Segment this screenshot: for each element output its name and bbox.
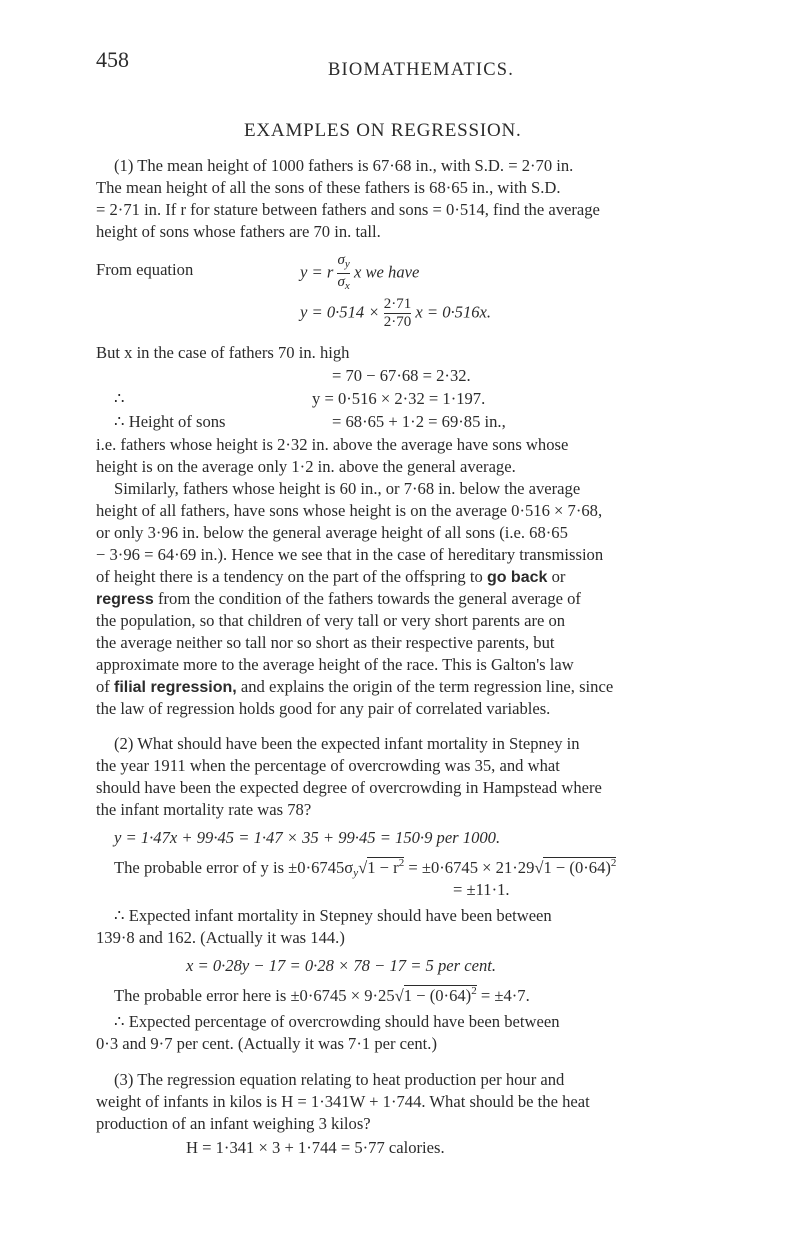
para-line-10: of filial regression, and explains the origin of the term regression line, since	[96, 677, 614, 696]
calc-line-2: y = 0·516 × 2·32 = 1·197.	[312, 389, 486, 408]
ex2-line-3: should have been the expected degree of overcrowding in Hampstead where	[96, 778, 602, 797]
substituted-equation: y = 0·514 × $\frac{2\cdot 71}{2\cdot 70}$ x = 0·516x.	[300, 296, 492, 330]
ex2-line-4: the infant mortality rate was 78?	[96, 800, 312, 819]
ex2-line-2: the year 1911 when the percentage of overcrowding was 35, and what	[96, 756, 560, 775]
ex1-line-1: (1) The mean height of 1000 fathers is 67·68 in., with S.D. = 2·70 in.	[114, 156, 574, 175]
ex1-line-3: = 2·71 in. If r for stature between fathers and sons = 0·514, find the average	[96, 200, 600, 219]
running-head: BIOMATHEMATICS.	[328, 60, 515, 80]
probable-error-line-2: The probable error here is $\pm 0\cdot 6745 \times 9\cdot 25√1 - (0\cdot 64)^2 = \pm 4\cdot 7$.	[114, 985, 530, 1005]
sd-ratio: $\frac{2\cdot 71}{2\cdot 70}$	[383, 296, 412, 330]
ie-line-2: height is on the average only 1·2 in. above the general average.	[96, 457, 516, 476]
para-line-8: the average neither so tall nor so short as their respective parents, but	[96, 633, 555, 652]
para-line-1: Similarly, fathers whose height is 60 in., or 7·68 in. below the average	[114, 479, 581, 498]
calc-line-3: = 68·65 + 1·2 = 69·85 in.,	[332, 412, 506, 431]
para-line-4: − 3·96 = 64·69 in.). Hence we see that in the case of hereditary transmission	[96, 545, 604, 564]
expected-mortality-line-1: ∴ Expected infant mortality in Stepney should have been between	[114, 906, 552, 925]
height-of-sons-label: ∴ Height of sons	[114, 412, 226, 431]
but-line: But x in the case of fathers 70 in. high	[96, 343, 350, 362]
ie-line-1: i.e. fathers whose height is 2·32 in. above the average have sons whose	[96, 435, 569, 454]
para-line-7: the population, so that children of very tall or very short parents are on	[96, 611, 566, 630]
sigma-ratio: $\frac{\sigma_y}{\sigma_x}$	[337, 252, 350, 292]
ex3-line-3: production of an infant weighing 3 kilos?	[96, 1114, 371, 1133]
expected-overcrowding-line-2: 0·3 and 9·7 per cent. (Actually it was 7·1 per cent.)	[96, 1034, 437, 1053]
from-equation-label: From equation	[96, 260, 194, 279]
para-line-11: the law of regression holds good for any pair of correlated variables.	[96, 699, 551, 718]
section-title: EXAMPLES ON REGRESSION.	[244, 120, 522, 141]
ex1-line-4: height of sons whose fathers are 70 in. tall.	[96, 222, 381, 241]
ex1-line-2: The mean height of all the sons of these fathers is 68·65 in., with S.D.	[96, 178, 561, 197]
ex2-line-1: (2) What should have been the expected infant mortality in Stepney in	[114, 734, 580, 753]
regression-equation	[300, 253, 419, 294]
emphasis-go-back: go back	[486, 569, 548, 586]
para-line-5: of height there is a tendency on the part of the offspring to go back or	[96, 567, 566, 586]
expected-mortality-line-2: 139·8 and 162. (Actually it was 144.)	[96, 928, 345, 947]
page-number: 458	[96, 47, 129, 72]
eq1-lhs: y = r	[300, 262, 334, 282]
probable-error-result: = ±11·1.	[453, 880, 510, 899]
eq1-rhs: x we have	[353, 262, 420, 282]
para-line-3: or only 3·96 in. below the general average height of all sons (i.e. 68·65	[96, 523, 568, 542]
ex2-equation-2: x = 0·28y − 17 = 0·28 × 78 − 17 = 5 per cent.	[186, 956, 497, 975]
ex2-equation-1: y = 1·47x + 99·45 = 1·47 × 35 + 99·45 = 150·9 per 1000.	[114, 828, 501, 847]
emphasis-regress: regress	[96, 591, 154, 608]
para-line-9: approximate more to the average height of the race. This is Galton's law	[96, 655, 574, 674]
probable-error-line: The probable error of y is $\pm 0\cdot 6745\sigma_y√1 - r^2 = \pm 0\cdot 6745 \times 21\cdot 29√1 - (0\cdot 64)^2$	[114, 857, 617, 879]
ex3-line-2: weight of infants in kilos is H = 1·341W + 1·744. What should be the heat	[96, 1092, 590, 1111]
para-line-6: regress from the condition of the fathers towards the general average of	[96, 589, 581, 608]
therefore-symbol-1: ∴	[114, 389, 125, 408]
calc-line-1: = 70 − 67·68 = 2·32.	[332, 366, 471, 385]
ex3-equation: H = 1·341 × 3 + 1·744 = 5·77 calories.	[186, 1138, 445, 1157]
ex3-line-1: (3) The regression equation relating to heat production per hour and	[114, 1070, 565, 1089]
emphasis-filial-regression: filial regression,	[113, 679, 237, 696]
expected-overcrowding-line-1: ∴ Expected percentage of overcrowding should have been between	[114, 1012, 560, 1031]
para-line-2: height of all fathers, have sons whose height is on the average 0·516 × 7·68,	[96, 501, 603, 520]
